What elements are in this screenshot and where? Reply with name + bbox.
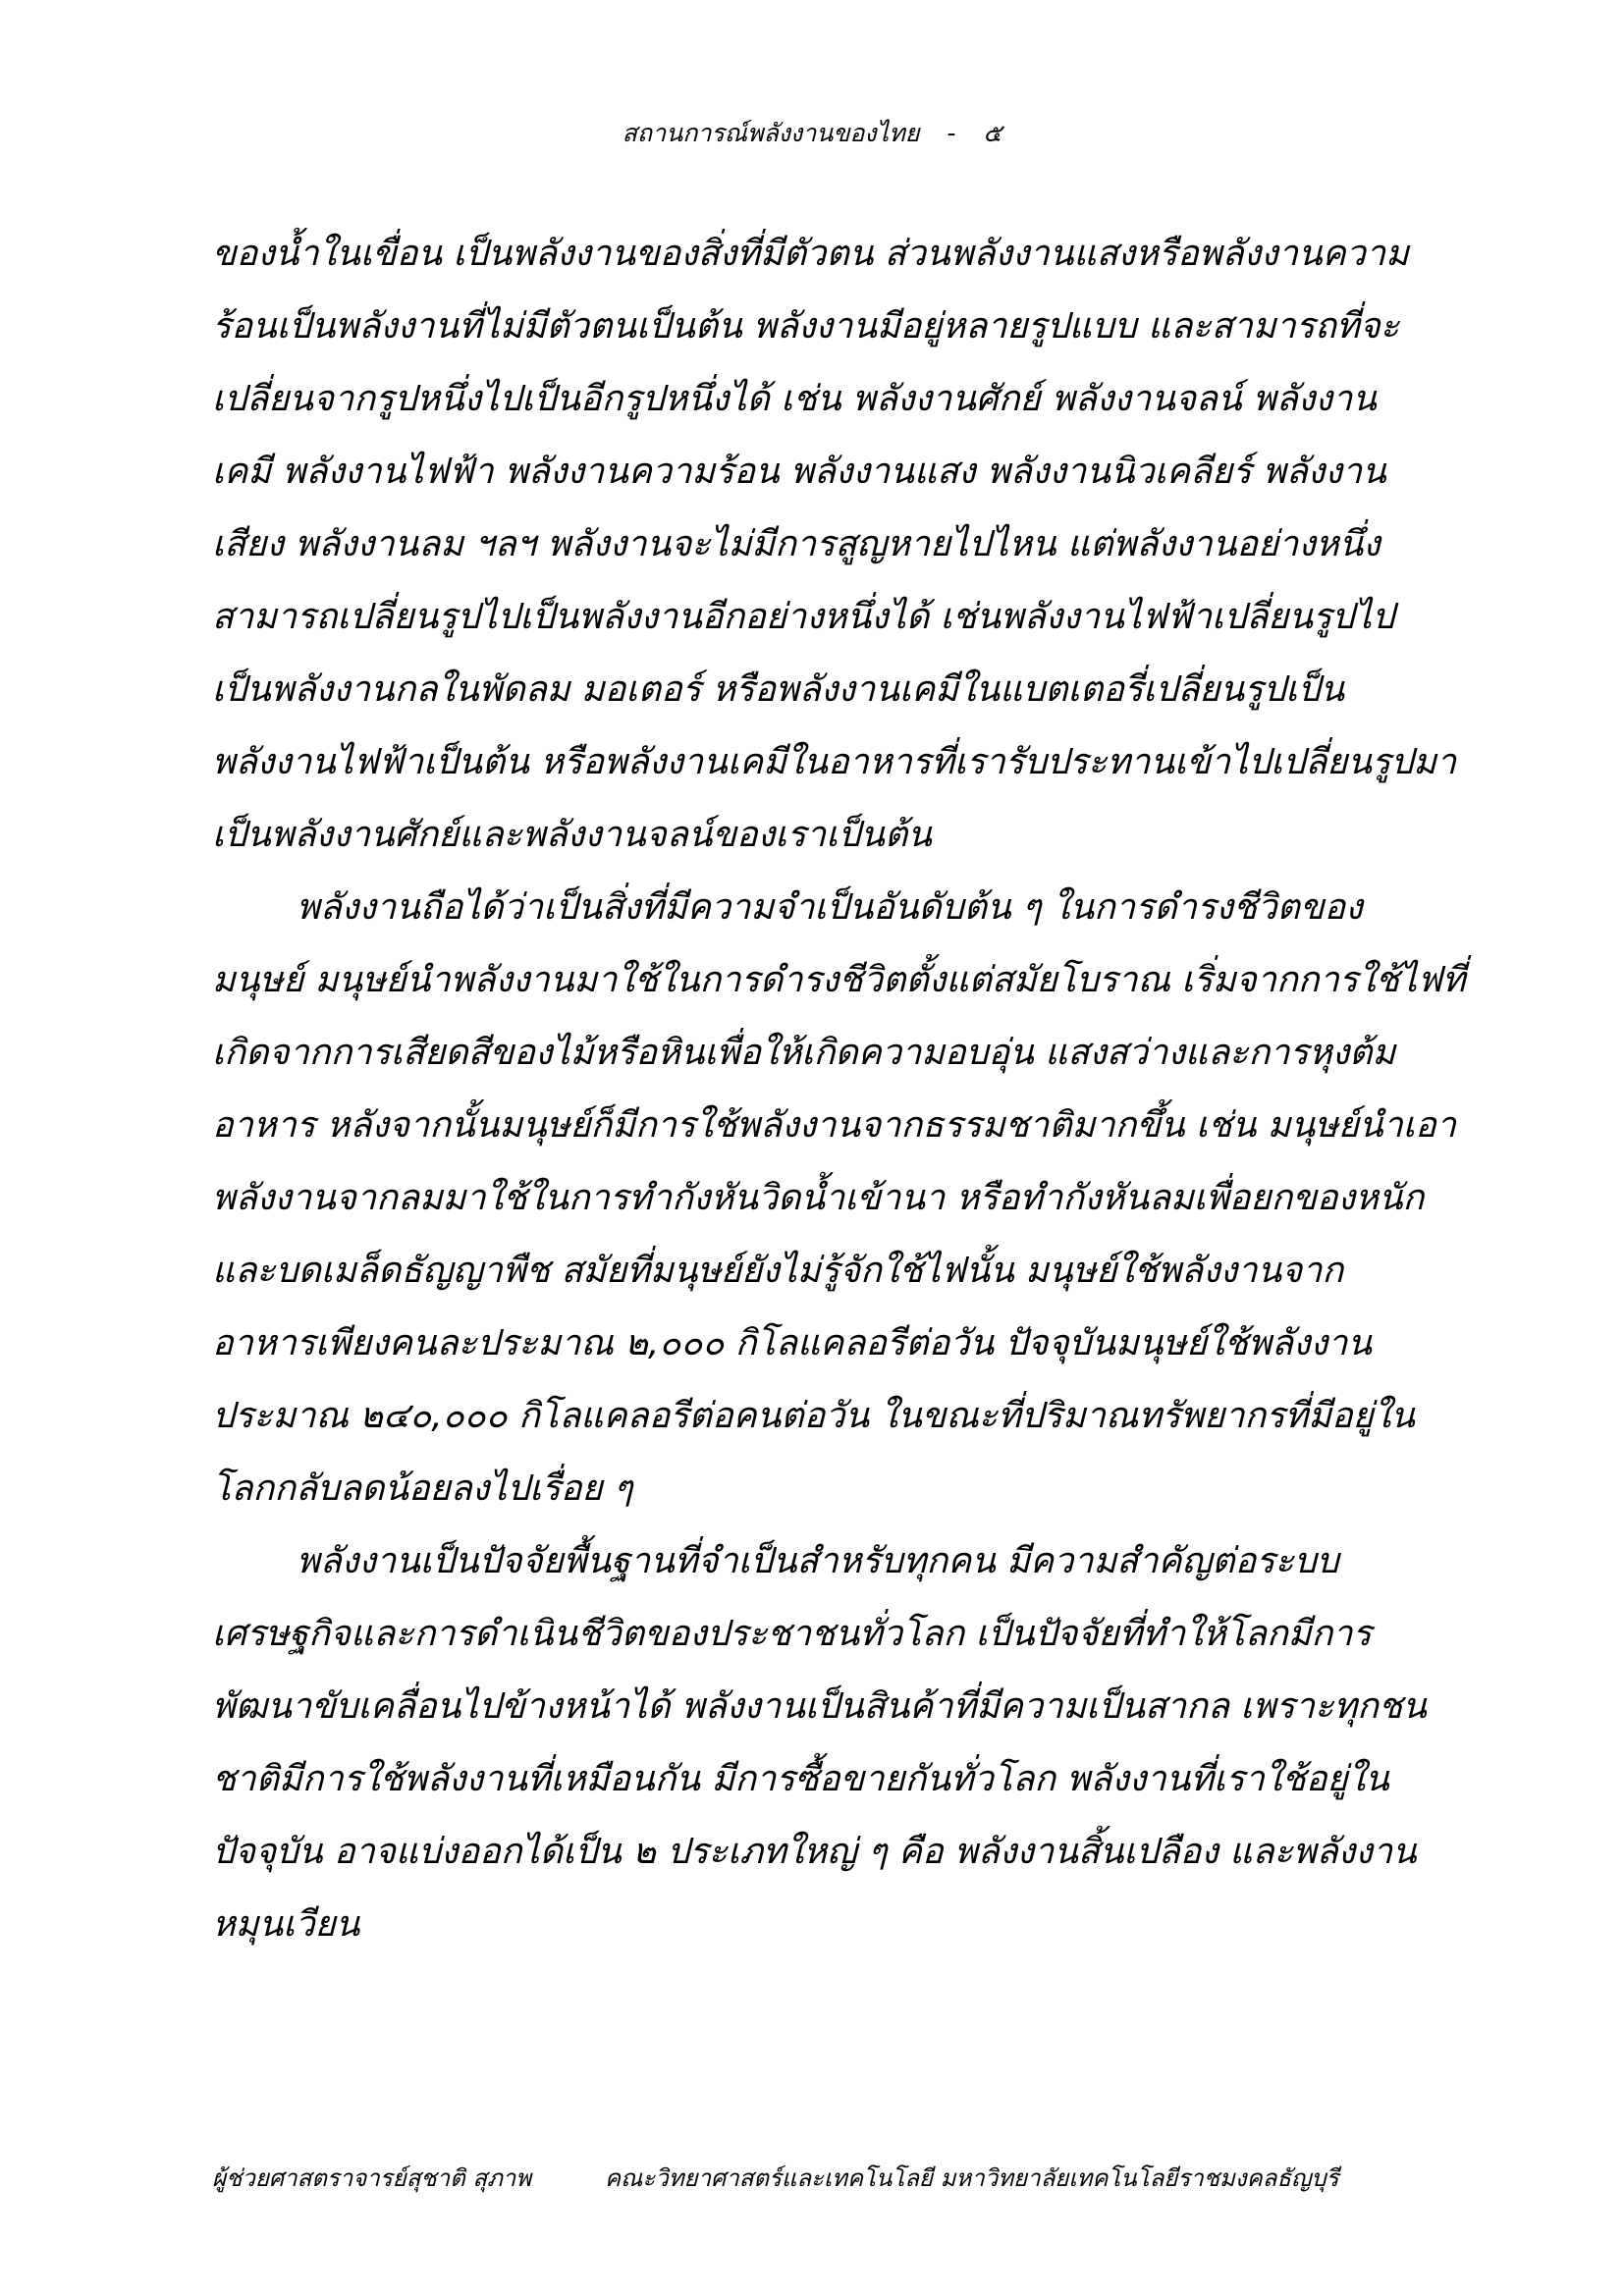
text-line: เป็นพลังงานศักย์และพลังงานจลน์ของเราเป็นต้น: [212, 815, 932, 855]
text-line: หมุนเวียน: [212, 1904, 360, 1945]
text-line: ชาติมีการใช้พลังงานที่เหมือนกัน มีการซื้อขายกันทั่วโลก พลังงานที่เราใช้อยู่ใน: [212, 1759, 1389, 1799]
body-text: [212, 218, 1479, 1961]
text-line: เกิดจากการเสียดสีของไม้หรือหินเพื่อให้เกิดความอบอุ่น แสงสว่างและการหุงต้ม: [212, 1033, 1396, 1073]
text-line: มนุษย์ มนุษย์นำพลังงานมาใช้ในการดำรงชีวิตตั้งแต่สมัยโบราณ เริ่มจากการใช้ไฟที่: [212, 960, 1466, 1000]
text-line: ประมาณ ๒๔๐,๐๐๐ กิโลแคลอรีต่อคนต่อวัน ในขณะที่ปริมาณทรัพยากรที่มีอยู่ใน: [212, 1396, 1415, 1436]
footer-affiliation: คณะวิทยาศาสตร์และเทคโนโลยี มหาวิทยาลัยเทคโนโลยีราชมงคลธัญบุรี: [605, 2164, 1339, 2192]
text-line: อาหารเพียงคนละประมาณ ๒,๐๐๐ กิโลแคลอรีต่อวัน ปัจจุบันมนุษย์ใช้พลังงาน: [212, 1323, 1372, 1363]
paragraph-1: [212, 218, 1479, 872]
text-line: พลังงานไฟฟ้าเป็นต้น หรือพลังงานเคมีในอาหารที่เรารับประทานเข้าไปเปลี่ยนรูปมา: [212, 742, 1457, 782]
text-line: เปลี่ยนจากรูปหนึ่งไปเป็นอีกรูปหนึ่งได้ เช่น พลังงานศักย์ พลังงานจลน์ พลังงาน: [212, 379, 1377, 419]
text-line: โลกกลับลดน้อยลงไปเรื่อย ๆ: [212, 1468, 633, 1509]
page-number: ๕: [983, 119, 1002, 147]
paragraph-3: [212, 1525, 1479, 1961]
paragraph-2: [212, 872, 1479, 1525]
text-line: พลังงานจากลมมาใช้ในการทำกังหันวิดน้ำเข้านา หรือทำกังหันลมเพื่อยกของหนัก: [212, 1178, 1425, 1218]
text-line: ปัจจุบัน อาจแบ่งออกได้เป็น ๒ ประเภทใหญ่ ๆ คือ พลังงานสิ้นเปลือง และพลังงาน: [212, 1832, 1417, 1872]
text-line: เศรษฐกิจและการดำเนินชีวิตของประชาชนทั่วโลก เป็นปัจจัยที่ทำให้โลกมีการ: [212, 1614, 1372, 1654]
text-line: ของน้ำในเขื่อน เป็นพลังงานของสิ่งที่มีตัวตน ส่วนพลังงานแสงหรือพลังงานความ: [212, 234, 1409, 274]
text-line: และบดเมล็ดธัญญาพืช สมัยที่มนุษย์ยังไม่รู้จักใช้ไฟนั้น มนุษย์ใช้พลังงานจาก: [212, 1251, 1344, 1291]
footer-author: ผู้ช่วยศาสตราจารย์สุชาติ สุภาพ: [212, 2164, 532, 2192]
text-line: เคมี พลังงานไฟฟ้า พลังงานความร้อน พลังงานแสง พลังงานนิวเคลียร์ พลังงาน: [212, 452, 1386, 492]
text-line: ร้อนเป็นพลังงานที่ไม่มีตัวตนเป็นต้น พลังงานมีอยู่หลายรูปแบบ และสามารถที่จะ: [212, 306, 1400, 347]
running-header: [0, 116, 1624, 151]
header-separator: -: [947, 119, 956, 147]
text-line: เป็นพลังงานกลในพัดลม มอเตอร์ หรือพลังงานเคมีในแบตเตอรี่เปลี่ยนรูปเป็น: [212, 669, 1345, 710]
text-line: พลังงานถือได้ว่าเป็นสิ่งที่มีความจำเป็นอันดับต้น ๆ ในการดำรงชีวิตของ: [297, 887, 1363, 928]
text-line: เสียง พลังงานลม ฯลฯ พลังงานจะไม่มีการสูญหายไปไหน แต่พลังงานอย่างหนึ่ง: [212, 524, 1380, 564]
text-line: พัฒนาขับเคลื่อนไปข้างหน้าได้ พลังงานเป็นสินค้าที่มีความเป็นสากล เพราะทุกชน: [212, 1686, 1427, 1727]
running-footer: [212, 2162, 1479, 2195]
header-title: สถานการณ์พลังงานของไทย: [622, 119, 920, 147]
text-line: อาหาร หลังจากนั้นมนุษย์ก็มีการใช้พลังงานจากธรรมชาติมากขึ้น เช่น มนุษย์นำเอา: [212, 1105, 1456, 1146]
text-line: พลังงานเป็นปัจจัยพื้นฐานที่จำเป็นสำหรับทุกคน มีความสำคัญต่อระบบ: [297, 1541, 1339, 1581]
text-line: สามารถเปลี่ยนรูปไปเป็นพลังงานอีกอย่างหนึ่งได้ เช่นพลังงานไฟฟ้าเปลี่ยนรูปไป: [212, 597, 1395, 637]
